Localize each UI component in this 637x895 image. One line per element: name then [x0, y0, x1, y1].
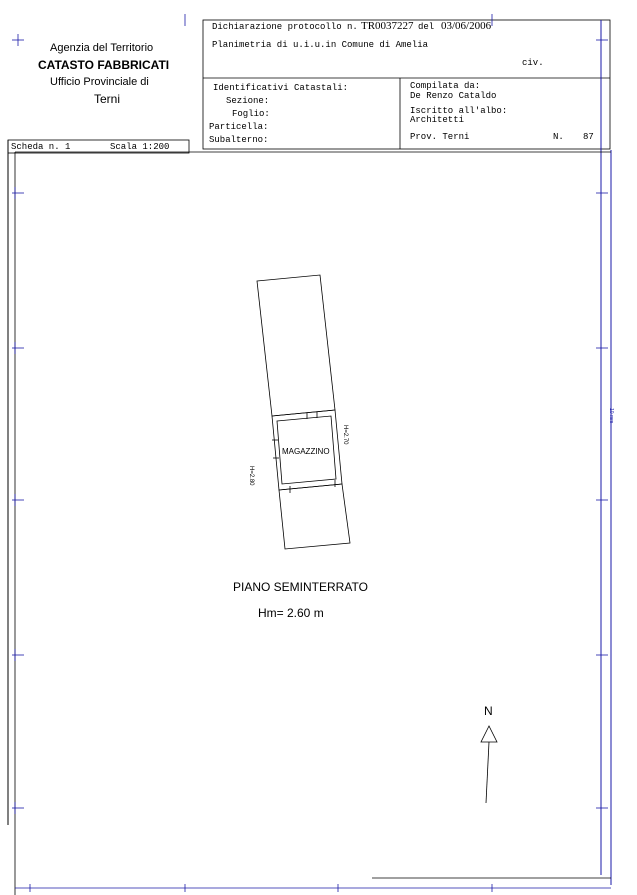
number-label: N.	[553, 132, 564, 142]
date-label: del	[418, 22, 435, 32]
margin-note: 10 mm	[608, 408, 614, 424]
height-left-label: H=2.80	[248, 466, 254, 486]
plan-line: Planimetria di u.i.u.in Comune di Amelia	[212, 40, 429, 50]
floor-title: PIANO SEMINTERRATO	[233, 580, 368, 594]
compiled-by-label: Compilata da:	[410, 81, 481, 91]
register-label: Iscritto all'albo:	[410, 106, 508, 116]
office-city: Terni	[94, 92, 121, 106]
number-value: 87	[583, 132, 594, 142]
mean-height: Hm= 2.60 m	[258, 606, 324, 620]
compiled-by-name: De Renzo Cataldo	[410, 91, 497, 101]
foglio-label: Foglio:	[232, 109, 270, 119]
declaration-date: 03/06/2006	[441, 20, 492, 32]
scheda-label: Scheda n. 1	[11, 142, 71, 152]
particella-label: Particella:	[209, 122, 269, 132]
scala-label: Scala 1:200	[110, 142, 170, 152]
room-label: MAGAZZINO	[282, 447, 330, 456]
floor-plan-drawing	[257, 275, 350, 549]
register-value: Architetti	[410, 115, 465, 125]
subalterno-label: Subalterno:	[209, 135, 269, 145]
catasto-title: CATASTO FABBRICATI	[38, 58, 170, 72]
north-label: N	[484, 704, 493, 718]
protocol-number: TR0037227	[361, 20, 414, 32]
north-arrow	[481, 726, 497, 803]
agency-name: Agenzia del Territorio	[50, 42, 154, 54]
identifiers-title: Identificativi Catastali:	[213, 83, 349, 93]
office-name: Ufficio Provinciale di	[50, 76, 149, 88]
declaration-prefix: Dichiarazione protocollo n.	[212, 22, 358, 32]
sezione-label: Sezione:	[226, 96, 270, 106]
civ-label: civ.	[522, 58, 544, 68]
province-label: Prov. Terni	[410, 132, 470, 142]
height-right-label: H=2.70	[342, 425, 348, 445]
